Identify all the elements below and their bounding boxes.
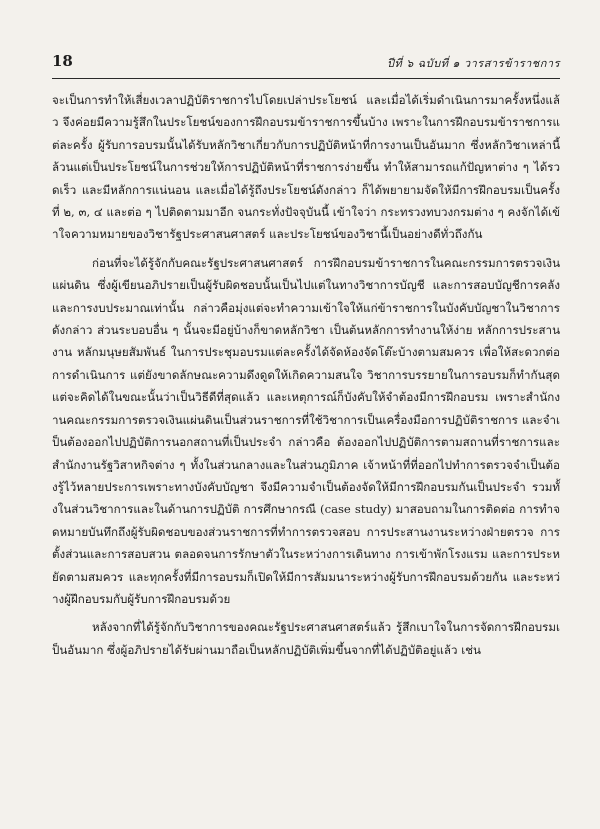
running-head: ปีที่ ๖ ฉบับที่ ๑ วารสารข้าราชการ [387,57,560,70]
page-number: 18 [52,52,73,70]
body-text [52,89,560,661]
paragraph: หลังจากที่ได้รู้จักกับวิชาการของคณะรัฐประศาสนศาสตร์แล้ว รู้สึกเบาใจในการจัดการฝึกอบรมเป็นอันมาก ซึ่งผู้อภิปรายได้รับผ่านมาถือเป็นหลักปฏิบัติเพิ่มขึ้นจากที่ได้ปฏิบัติอยู่แล้ว เช่น [52,620,560,657]
paragraph: ก่อนที่จะได้รู้จักกับคณะรัฐประศาสนศาสตร์ การฝึกอบรมข้าราชการในคณะกรรมการตรวจเงินแผ่นดิน ซึ่งผู้เขียนอภิปรายเป็นผู้รับผิดชอบนั้นเป็นไปแต่ในทางวิชาการบัญชี และการสอบบัญชีการคลัง และการงบประมาณเท่านั้น กล่าวคือมุ่งแต่จะทำความเข้าใจให้แก่ข้าราชการในบังคับบัญชาในวิชาการดังกล่าว ส่วนระบอบอื่น ๆ นั้นจะมีอยู่บ้างก็ขาดหลักวิชา เป็นต้นหลักการทำงานให้ง่าย หลักการประสานงาน หลักมนุษยสัมพันธ์ ในการประชุมอบรมแต่ละครั้งได้จัดห้องจัดโต๊ะบ้างตามสมควร เพื่อให้สะดวกต่อการดำเนินการ แต่ยังขาดลักษณะความดึงดูดให้เกิดความสนใจ วิชาการบรรยายในการอบรมก็ทำกันสุดแต่จะคิดได้ในขณะนั้นว่าเป็นวิธีดีที่สุดแล้ว และเหตุการณ์ก็บังคับให้จำต้องมีการฝึกอบรม เพราะสำนักงานคณะกรรมการตรวจเงินแผ่นดินเป็นส่วนราชการที่ใช้วิชาการเป็นเครื่องมือการปฏิบัติราชการ และจำเป็นต้องออกไปปฏิบัติการนอกสถานที่เป็นประจำ กล่าวคือ ต้องออกไปปฏิบัติการตามสถานที่ราชการและสำนักงานรัฐวิสาหกิจต่าง ๆ ทั้งในส่วนกลางและในส่วนภูมิภาค เจ้าหน้าที่ที่ออกไปทำการตรวจจำเป็นต้องรู้ไว้หลายประการเพราะทางบังคับบัญชา จึงมีความจำเป็นต้องจัดให้มีการฝึกอบรมกันเป็นประจำ รวมทั้งในส่วนวิชาการและในด้านการปฏิบัติ การศึกษากรณี (case study) มาสอบถามในการติดต่อ การทำจดหมายบันทึกถึงผู้รับผิดชอบของส่วนราชการที่ทำการตรวจสอบ การประสานงานระหว่างฝ่ายตรวจ การตั้งส่วนและการสอบสวน ตลอดจนการรักษาตัวในระหว่างการเดินทาง การเข้าพักโรงแรม และการประหยัดตามสมควร และทุกครั้งที่มีการอบรมก็เปิดให้มีการสัมมนาระหว่างผู้รับการฝึกอบรมด้วยกัน และระหว่างผู้ฝึกอบรมกับผู้รับการฝึกอบรมด้วย [52,255,560,606]
page-header [52,52,560,79]
paragraph: จะเป็นการทำให้เสี่ยงเวลาปฏิบัติราชการไปโดยเปล่าประโยชน์ และเมื่อได้เริ่มดำเนินการมาครั้งหนึ่งแล้ว จึงค่อยมีความรู้สึกในประโยชน์ของการฝึกอบรมข้าราชการขึ้นบ้าง เพราะในการฝึกอบรมข้าราชการแต่ละครั้ง ผู้รับการอบรมนั้นได้รับหลักวิชาเกี่ยวกับการปฏิบัติหน้าที่การงานเป็นอันมาก ซึ่งหลักวิชาเหล่านี้ล้วนแต่เป็นประโยชน์ในการช่วยให้การปฏิบัติหน้าที่ราชการง่ายขึ้น ทำให้สามารถแก้ปัญหาต่าง ๆ ได้รวดเร็ว และมีหลักการแน่นอน และเมื่อได้รู้ถึงประโยชน์ดังกล่าว ก็ได้พยายามจัดให้มีการฝึกอบรมเป็นครั้งที่ ๒, ๓, ๔ และต่อ ๆ ไปติดตามมาอีก จนกระทั่งปัจจุบันนี้ เข้าใจว่า กระทรวงทบวงกรมต่าง ๆ คงจักได้เข้าใจความหมายของวิชารัฐประศาสนศาสตร์ และประโยชน์ของวิชานี้เป็นอย่างดีทั่วถึงกัน [52,93,560,242]
